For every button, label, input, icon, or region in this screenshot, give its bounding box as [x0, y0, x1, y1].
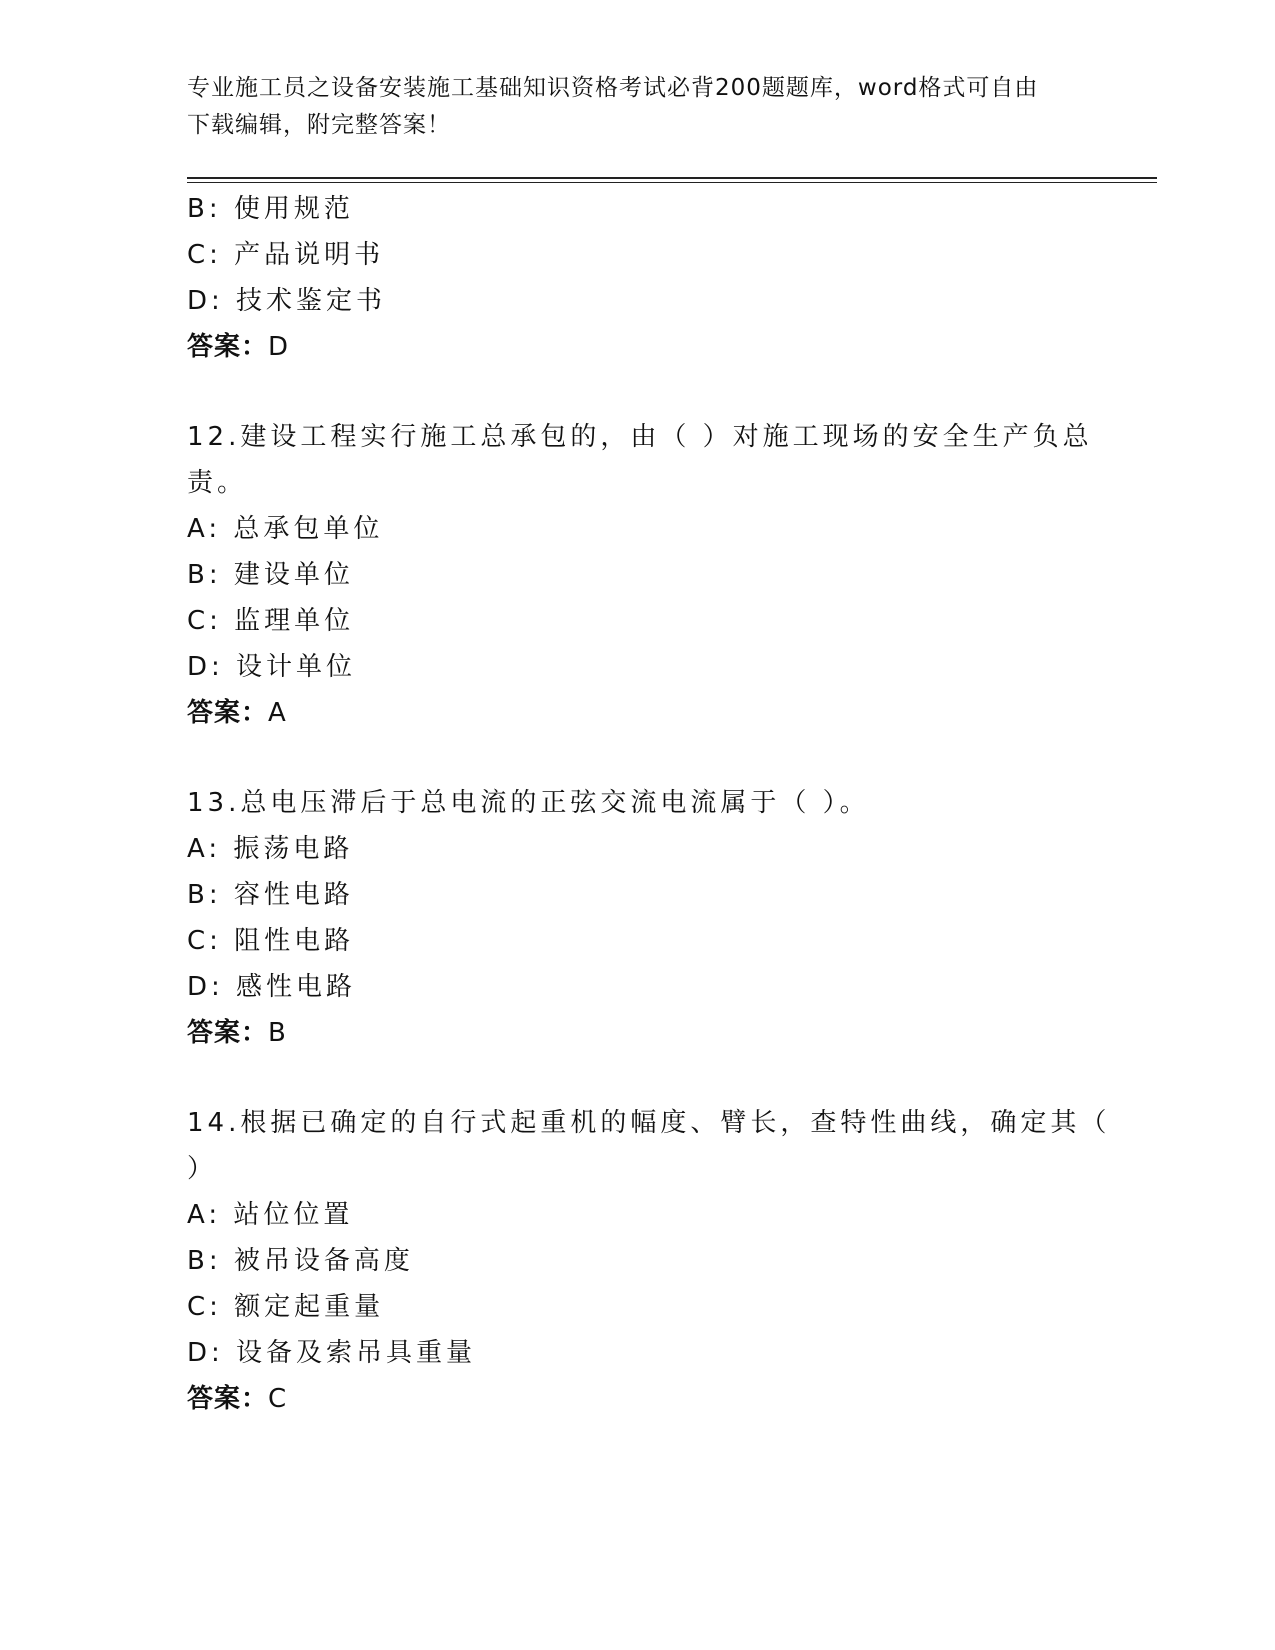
option-b: B: 容性电路: [187, 880, 354, 910]
option-d: D: 感性电路: [187, 972, 357, 1002]
question-13: [187, 780, 1087, 1056]
answer-value: D: [268, 332, 290, 362]
answer-line: [187, 1010, 1087, 1056]
option-d: D: 设计单位: [187, 652, 357, 682]
option-d: D: 设备及索吊具重量: [187, 1338, 477, 1368]
answer-line: [187, 324, 1087, 370]
question-list: [187, 186, 1111, 1422]
option-a: A: 站位位置: [187, 1200, 354, 1230]
header-line-1: 专业施工员之设备安装施工基础知识资格考试必背200题题库，word格式可自由: [187, 75, 1039, 101]
header-line-2: 下载编辑，附完整答案！: [187, 112, 451, 138]
answer-label: 答案：: [187, 332, 269, 362]
question-stem-line-2: ）: [187, 1154, 218, 1184]
option-c: C: 阻性电路: [187, 926, 355, 956]
option-b: B: 被吊设备高度: [187, 1246, 414, 1276]
question-stem-line-1: 12.建设工程实行施工总承包的，由（ ）对施工现场的安全生产负总: [187, 422, 1093, 452]
option-a: A: 总承包单位: [187, 514, 384, 544]
answer-label: 答案：: [187, 1384, 269, 1414]
option-b: B: 建设单位: [187, 560, 354, 590]
answer-value: B: [268, 1018, 287, 1048]
option-a: A: 振荡电路: [187, 834, 354, 864]
header-divider-thick: [187, 177, 1157, 179]
document-header: [187, 70, 1077, 144]
answer-label: 答案：: [187, 1018, 269, 1048]
header-divider-thin: [187, 182, 1157, 183]
question-stem-line-1: 14.根据已确定的自行式起重机的幅度、臂长，查特性曲线，确定其（: [187, 1108, 1111, 1138]
answer-line: [187, 1376, 1087, 1422]
option-c: C: 额定起重量: [187, 1292, 385, 1322]
question-stem-line-2: 责。: [187, 468, 248, 498]
question-11: [187, 186, 1087, 370]
option-d: D: 技术鉴定书: [187, 286, 387, 316]
question-12: [187, 414, 1093, 736]
question-14: [187, 1100, 1111, 1422]
option-c: C: 监理单位: [187, 606, 355, 636]
option-c: C: 产品说明书: [187, 240, 385, 270]
answer-value: C: [268, 1384, 288, 1414]
question-stem-line-1: 13.总电压滞后于总电流的正弦交流电流属于（ ）。: [187, 788, 870, 818]
answer-value: A: [268, 698, 287, 728]
option-b: B: 使用规范: [187, 194, 354, 224]
answer-line: [187, 690, 1087, 736]
answer-label: 答案：: [187, 698, 269, 728]
